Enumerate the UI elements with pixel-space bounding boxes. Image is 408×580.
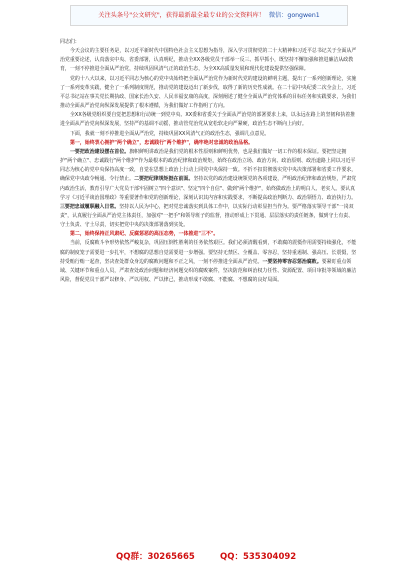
paragraph-2: 党的十八大以来，以习近平同志为核心的党中央始终把全面从严治党作为新时代党的建设的鲜明主题，提出了一系列创新理论，实施了一系列变革实践，健全了一系列制度规范，推动党的建设迈出了新步伐，取得了新的历史性成就。在二十届中央纪委二次全会上，习近平总书记站在事关党长期执政、国家长治久安、人民幸福安康的高度，深刻阐述了健全全面从严治党体系的目标任务和实践要求，为我们推动全面从严治党向纵深发展提供了根本遵循，为我们做好工作指明了方向。 xyxy=(60,75,357,110)
banner-wechat: 微信：gongwen1 xyxy=(268,12,320,19)
paragraph-6b-text: 要紧盯重点领域、关键环节和重点人员，严肃查处政治问题和经济问题交织的腐败案件，坚决防范和纠治权力任性、资源配置、项目审批等领域的廉洁风险，督促党员干部严以修身、严以用权、严以律己，推动形成不敢腐、不能腐、不想腐的良好局面。 xyxy=(60,258,357,284)
paragraph-5c-text: 坚持以人民为中心，把对党忠诚落实到具体工作中，以实际行动彰显担当作为。要严格落实领导干部"一岗双责"，认真履行全面从严治党主体责任，加强对"一把手"和领导班子的监督，推动形成上下贯通、层层落实的责任链条，做到守土有责、守土负责、守土尽责，切实把党中央的决策部署落到实处。 xyxy=(60,203,354,229)
qq-number-1: QQ群：30265665 xyxy=(116,552,195,562)
paragraph-5 xyxy=(60,148,358,230)
sub-heading-1: 一要把政治建设摆在首位。 xyxy=(70,148,130,155)
document-body xyxy=(60,38,358,285)
paragraph-5b-text: 坚持以党的政治建设统领党的各项建设，严明政治纪律和政治规矩，严肃党内政治生活，教育引导广大党员干部牢固树立"四个意识"、坚定"四个自信"、做到"两个维护"，始终做政治上的明白人、老实人。要认真学习《习近平谈治国理政》等重要著作和党的创新理论，深刻认识其内容和实践要求，不断提高政治判断力、政治领悟力、政治执行力。 xyxy=(60,176,357,201)
salutation: 同志们： xyxy=(60,39,80,45)
sub-heading-3: 三要把忠诚履职融入日常。 xyxy=(60,203,120,210)
heading-section-1 xyxy=(60,139,358,148)
banner-text: 关注头条号"公文研究"，获得最新最全最专业的公文资料库！ xyxy=(98,12,265,19)
paragraph-3: 全XX各级党组织要自觉把思想和行动统一到党中央、XX委和省委关于全面从严治党的部署要求上来，以永远在路上的坚韧和执着推进全面从严治党向纵深发展，坚持严的基调不动摇，推动管党治党从宽松软走向严紧硬，政治生态不断向上向好。 xyxy=(60,112,356,128)
footer-contacts xyxy=(60,550,358,566)
paragraph-4: 下面，我就一刻不停推进全面从严治党，持续巩固XX风清气正的政治生态，强调几点意见。 xyxy=(70,130,270,137)
paragraph-6-text: 当前，反腐败斗争形势依然严峻复杂，巩固压倒性胜利的任务依然艰巨。我们必须清醒看到，不敢腐的震慑作用需要持续强化，不能腐的制度笼子需要进一步扎牢，不想腐的思想自觉需要进一步增强。要坚持无禁区、全覆盖、零容忍，坚持重遏制、强高压、长震慑，坚持受贿行贿一起查，坚决查处群众身边的腐败问题和不正之风，一刻不停推进全面从严治党。 xyxy=(60,240,357,265)
qq-number-2: QQ：535304092 xyxy=(220,552,297,562)
header-banner xyxy=(70,5,348,26)
paragraph-5-text: 旗帜鲜明讲政治是我们党的根本性原则和鲜明优势，也是我们做好一切工作的根本保证。要把坚定拥护"两个确立"、忠诚践行"两个维护"作为最根本的政治纪律和政治规矩，始终在政治立场、政治方向、政治原则、政治道路上同以习近平同志为核心的党中央保持高度一致，自觉在思想上政治上行动上同党中央保持一致。不折不扣贯彻落实党中央决策部署和省委工作要求，确保党中央政令畅通、令行禁止。 xyxy=(60,148,357,183)
heading-section-1-text: 第一，始终衷心拥护"两个确立"，忠诚践行"两个维护"，确牢绝对忠诚的政治品格。 xyxy=(70,139,254,146)
heading-section-2 xyxy=(60,230,358,239)
sub-heading-2: 二要把纪律规矩挺在前面。 xyxy=(134,176,194,183)
paragraph-1: 今天会议的主要任务是，以习近平新时代中国特色社会主义思想为指导，深入学习贯彻党的二十大精神和习近平总书记关于全面从严治党重要论述，认真落实中央、省委部署，认真明纪，推动全XX各级党员干部举一反三、抓早抓小，既坚持不懈加强和推进廉洁从政教育，一刻不停推进全面从严治党，持续巩固风清气正的政治生态，为全XX高质量发展和现代化建设提供坚强保障。 xyxy=(60,48,357,73)
sub-heading-4: 一要坚持零容忍惩治腐败。 xyxy=(262,258,322,265)
paragraph-6 xyxy=(60,239,358,285)
heading-section-2-text: 第二，始终保持正风肃纪、反腐惩恶的高压态势，一体推进"三不"。 xyxy=(70,231,219,238)
